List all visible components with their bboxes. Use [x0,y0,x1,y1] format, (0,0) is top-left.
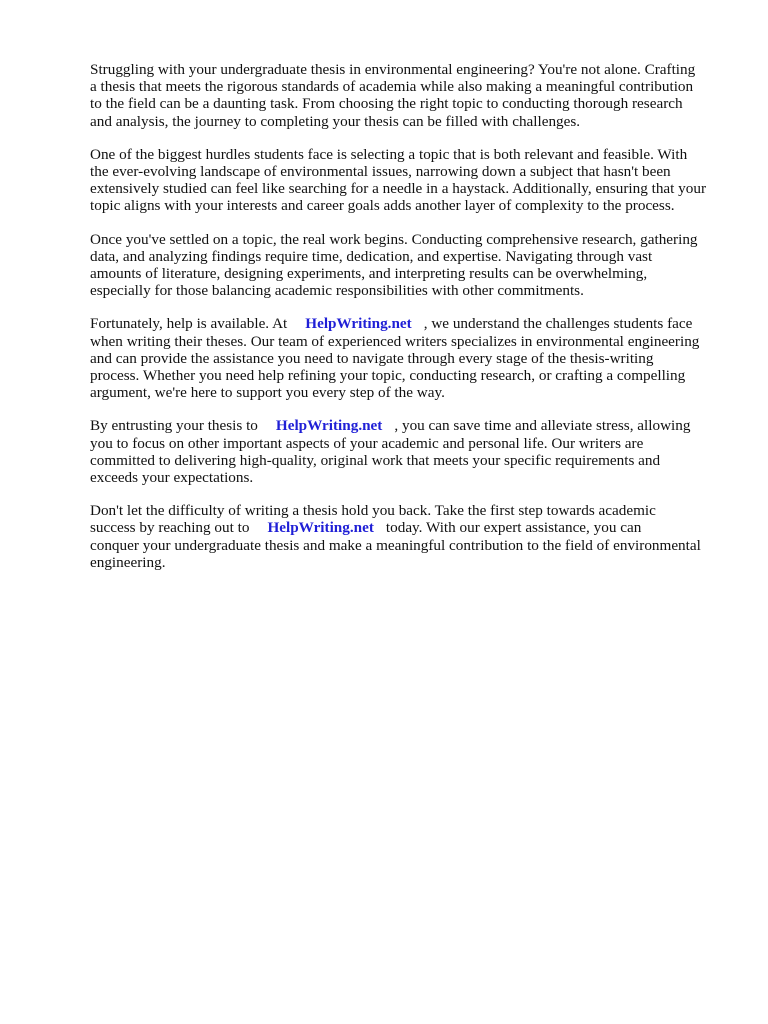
paragraph-closing [90,502,730,571]
paragraph-intro: Struggling with your undergraduate thesis in environmental engineering? You're not alone. Crafting a thesis that meets the rigorous standards of academia while also making a meaningful contribution to the field can be a daunting task. From choosing the right topic to conducting thorough research and analysis, the journey to completing your thesis can be filled with challenges. [90,61,696,130]
paragraph-help-available [90,315,730,401]
document-body [90,61,730,587]
paragraph-entrusting-text-before: By entrusting your thesis to [90,417,258,435]
paragraph-closing-text-after: today. With our expert assistance, you can conquer your undergraduate thesis and make a meaningful contribution to the field of environmental engineering. [90,519,701,571]
paragraph-closing-text-before: Don't let the difficulty of writing a thesis hold you back. Take the first step towards academic success by reaching out to [90,502,656,537]
paragraph-topic-selection: One of the biggest hurdles students face is selecting a topic that is both relevant and feasible. With the ever-evolving landscape of environmental issues, narrowing down a subject that hasn't been extensively studied can feel like searching for a needle in a haystack. Additionally, ensuring that your topic aligns with your interests and career goals adds another layer of complexity to the process. [90,145,707,215]
paragraph-help-text-before: Fortunately, help is available. At [90,315,288,333]
paragraph-entrusting-text-after: , you can save time and alleviate stress, allowing you to focus on other important aspects of your academic and personal life. Our writers are committed to delivering high-quality, original work that meets your specific requirements and exceeds your expectations. [90,417,691,487]
paragraph-entrusting [90,417,730,486]
helpwriting-link-1[interactable]: HelpWriting.net [305,315,412,333]
helpwriting-link-2[interactable]: HelpWriting.net [275,417,383,435]
paragraph-help-text-after: , we understand the challenges students face when writing their theses. Our team of experienced writers specializes in environmental engineering and can provide the assistance you need to navigate through every stage of the thesis-writing process. Whether you need help refining your topic, conducting research, or crafting a compelling argument, we're here to support you every step of the way. [90,315,700,402]
helpwriting-link-3[interactable]: HelpWriting.net [267,519,374,537]
paragraph-research: Once you've settled on a topic, the real work begins. Conducting comprehensive research, gathering data, and analyzing findings require time, dedication, and expertise. Navigating through vast amounts of literature, designing experiments, and interpreting results can be overwhelming, especially for those balancing academic responsibilities with other commitments. [90,230,698,300]
